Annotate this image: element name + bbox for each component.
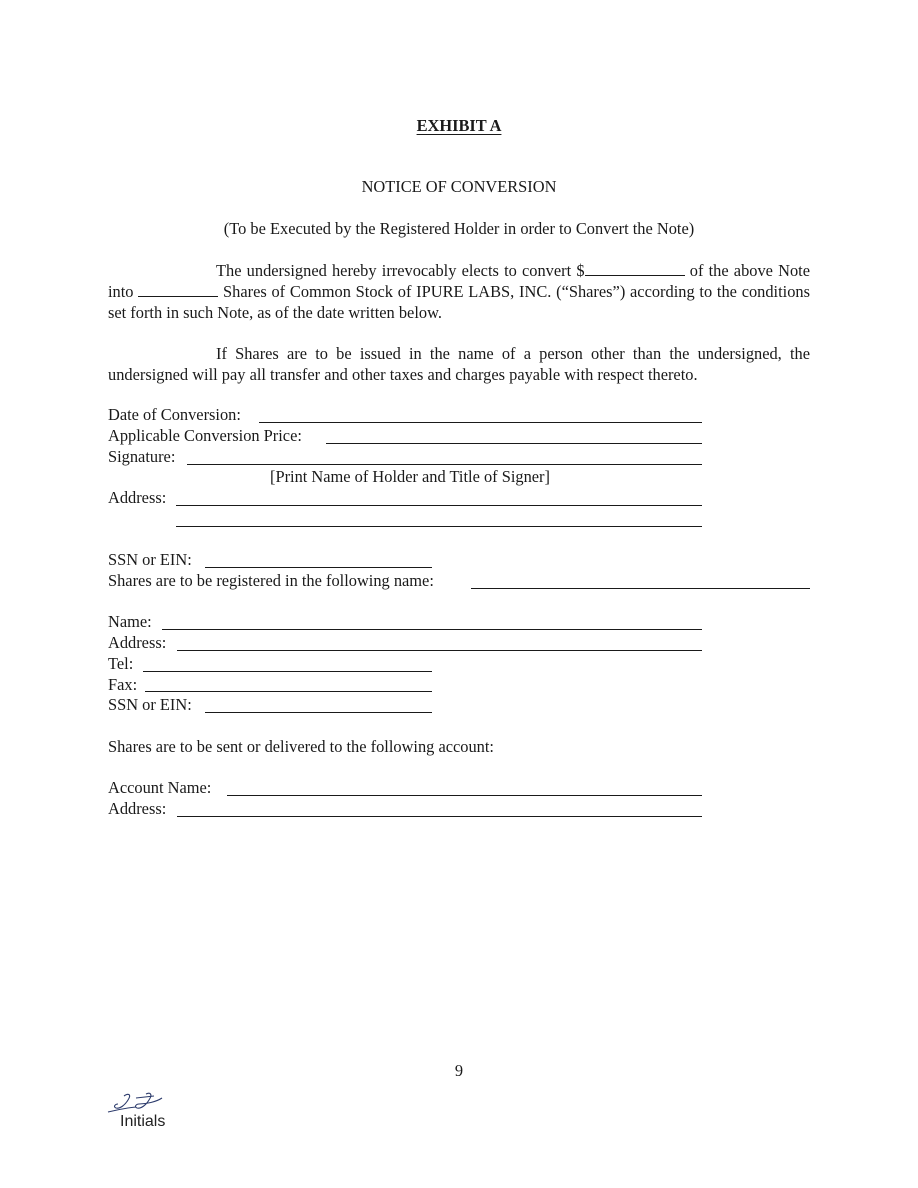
delivery-intro: Shares are to be sent or delivered to the following account: [108,737,494,756]
conversion-price-line[interactable] [326,443,702,444]
signature-line[interactable] [187,464,702,465]
ssn-ein-label: SSN or EIN: [108,550,192,569]
address3-line[interactable] [177,816,702,817]
date-of-conversion-label: Date of Conversion: [108,405,241,424]
tel-line[interactable] [143,671,432,672]
name-label: Name: [108,612,152,631]
address-line-2[interactable] [176,526,702,527]
page-number: 9 [454,1061,464,1080]
exhibit-heading: EXHIBIT A [416,116,502,135]
registered-name-label: Shares are to be registered in the following name: [108,571,434,590]
address-line-1[interactable] [176,505,702,506]
ssn-ein-line[interactable] [205,567,432,568]
signature-label: Signature: [108,447,176,466]
account-name-label: Account Name: [108,778,212,797]
transfer-tax-paragraph [108,343,810,385]
fax-label: Fax: [108,675,138,694]
registered-name-line[interactable] [471,588,810,589]
ssn-ein2-label: SSN or EIN: [108,695,192,714]
address2-line[interactable] [177,650,702,651]
shares-blank[interactable] [138,282,218,297]
initials-stamp [106,1090,196,1134]
fax-line[interactable] [145,691,432,692]
date-of-conversion-line[interactable] [259,422,702,423]
amount-blank[interactable] [585,261,685,276]
conversion-text-a: The undersigned hereby irrevocably elects to convert $ [216,261,585,280]
address2-label: Address: [108,633,167,652]
print-name-note: [Print Name of Holder and Title of Signer] [270,467,550,486]
initials-label: Initials [120,1113,166,1130]
account-name-line[interactable] [227,795,702,796]
document-subtitle: (To be Executed by the Registered Holder in order to Convert the Note) [223,219,695,238]
transfer-tax-text: If Shares are to be issued in the name of a person other than the undersigned, the undersigned will pay all transfer and other taxes and charges payable with respect thereto. [108,344,810,384]
address3-label: Address: [108,799,167,818]
document-title: NOTICE OF CONVERSION [361,177,557,196]
name-line[interactable] [162,629,702,630]
conversion-text-c: Shares of Common Stock of IPURE LABS, INC. (“Shares”) according to the conditions set forth in such Note, as of the date written below. [108,282,810,322]
conversion-paragraph [108,260,810,323]
conversion-text-b: of the above Note into [108,261,810,301]
conversion-price-label: Applicable Conversion Price: [108,426,302,445]
ssn-ein2-line[interactable] [205,712,432,713]
tel-label: Tel: [108,654,134,673]
address-label: Address: [108,488,167,507]
